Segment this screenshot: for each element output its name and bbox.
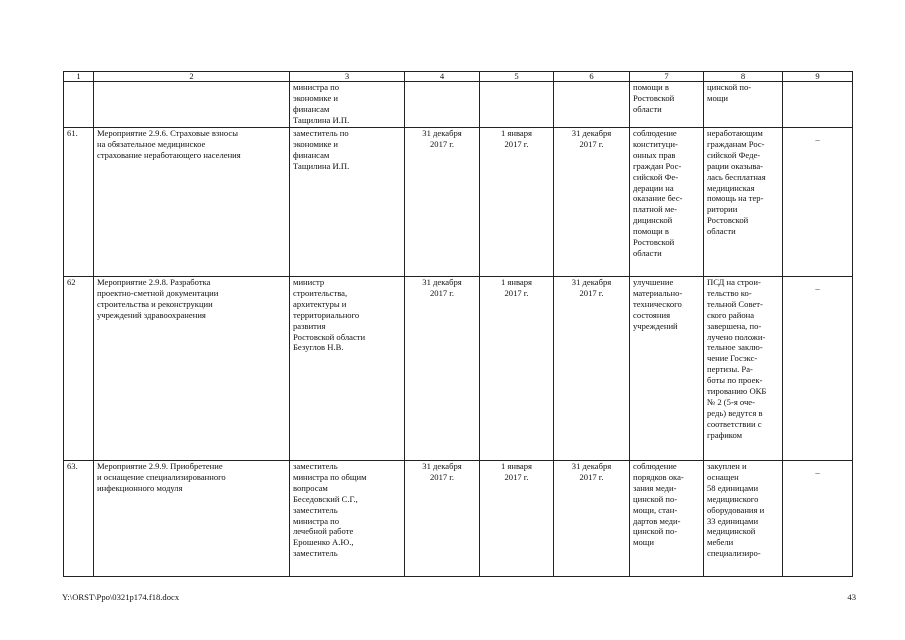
event-name: Мероприятие 2.9.8. Разработка проектно-сметной документации строительства и реконструкции учреждений здравоохранения — [94, 277, 290, 461]
executor: министра по экономике и финансам Тащилина И.П. — [290, 82, 405, 128]
document-file-path: Y:\ORST\Ppo\0321p174.f18.docx — [62, 592, 180, 602]
planned-result: соблюдение конституци- онных прав граждан Рос- сийской Фе- дерации на оказание бес- платной ме- дицинской помощи в Ростовской области — [630, 128, 704, 277]
row-number: 61. — [64, 128, 94, 277]
executor: министр строительства, архитектуры и территориального развития Ростовской области Безуглов Н.В. — [290, 277, 405, 461]
column-number: 8 — [704, 72, 783, 82]
table-row — [64, 82, 853, 128]
planned-start: 31 декабря 2017 г. — [405, 461, 480, 577]
column-number: 6 — [554, 72, 630, 82]
planned-end: 31 декабря 2017 г. — [554, 277, 630, 461]
actual-start: 1 января 2017 г. — [480, 461, 554, 577]
planned-end — [554, 82, 630, 128]
planned-end: 31 декабря 2017 г. — [554, 461, 630, 577]
actual-start — [480, 82, 554, 128]
actual-start: 1 января 2017 г. — [480, 128, 554, 277]
column-number: 5 — [480, 72, 554, 82]
planned-result: помощи в Ростовской области — [630, 82, 704, 128]
row-number — [64, 82, 94, 128]
event-name — [94, 82, 290, 128]
planned-start: 31 декабря 2017 г. — [405, 128, 480, 277]
reasons — [783, 82, 853, 128]
column-number: 3 — [290, 72, 405, 82]
planned-result: улучшение материально- технического состояния учреждений — [630, 277, 704, 461]
reasons: – — [783, 128, 853, 277]
event-name: Мероприятие 2.9.6. Страховые взносы на обязательное медицинское страхование неработающего населения — [94, 128, 290, 277]
actual-result: цинской по- мощи — [704, 82, 783, 128]
planned-start — [405, 82, 480, 128]
column-number: 1 — [64, 72, 94, 82]
row-number: 62 — [64, 277, 94, 461]
planned-result: соблюдение порядков ока- зания меди- цинской по- мощи, стан- дартов меди- цинской по- мощи — [630, 461, 704, 577]
table-row — [64, 277, 853, 461]
column-number-row — [64, 72, 853, 82]
table-row — [64, 128, 853, 277]
row-number: 63. — [64, 461, 94, 577]
executor: заместитель по экономике и финансам Тащилина И.П. — [290, 128, 405, 277]
actual-result: ПСД на строи- тельство ко- тельной Совет- ского района завершена, по- лучено положи- тельное заклю- чение Госэкс- пертизы. Ра- боты по проек- тированию ОКБ № 2 (5-я оче- редь) ведутся в соответствии с графиком — [704, 277, 783, 461]
column-number: 4 — [405, 72, 480, 82]
actual-start: 1 января 2017 г. — [480, 277, 554, 461]
reasons: – — [783, 461, 853, 577]
actual-result: закуплен и оснащен 58 единицами медицинского оборудования и 33 единицами медицинской мебели специализиро- — [704, 461, 783, 577]
column-number: 7 — [630, 72, 704, 82]
planned-end: 31 декабря 2017 г. — [554, 128, 630, 277]
event-name: Мероприятие 2.9.9. Приобретение и оснащение специализированного инфекционного модуля — [94, 461, 290, 577]
column-number: 2 — [94, 72, 290, 82]
actual-result: неработающим гражданам Рос- сийской Феде- рации оказыва- лась бесплатная медицинская помощь на тер- ритории Ростовской области — [704, 128, 783, 277]
planned-start: 31 декабря 2017 г. — [405, 277, 480, 461]
table-row — [64, 461, 853, 577]
page-number: 43 — [847, 592, 856, 602]
report-table — [63, 71, 853, 577]
reasons: – — [783, 277, 853, 461]
column-number: 9 — [783, 72, 853, 82]
executor: заместитель министра по общим вопросам Беседовский С.Г., заместитель министра по лечебной работе Ерошенко А.Ю., заместитель — [290, 461, 405, 577]
